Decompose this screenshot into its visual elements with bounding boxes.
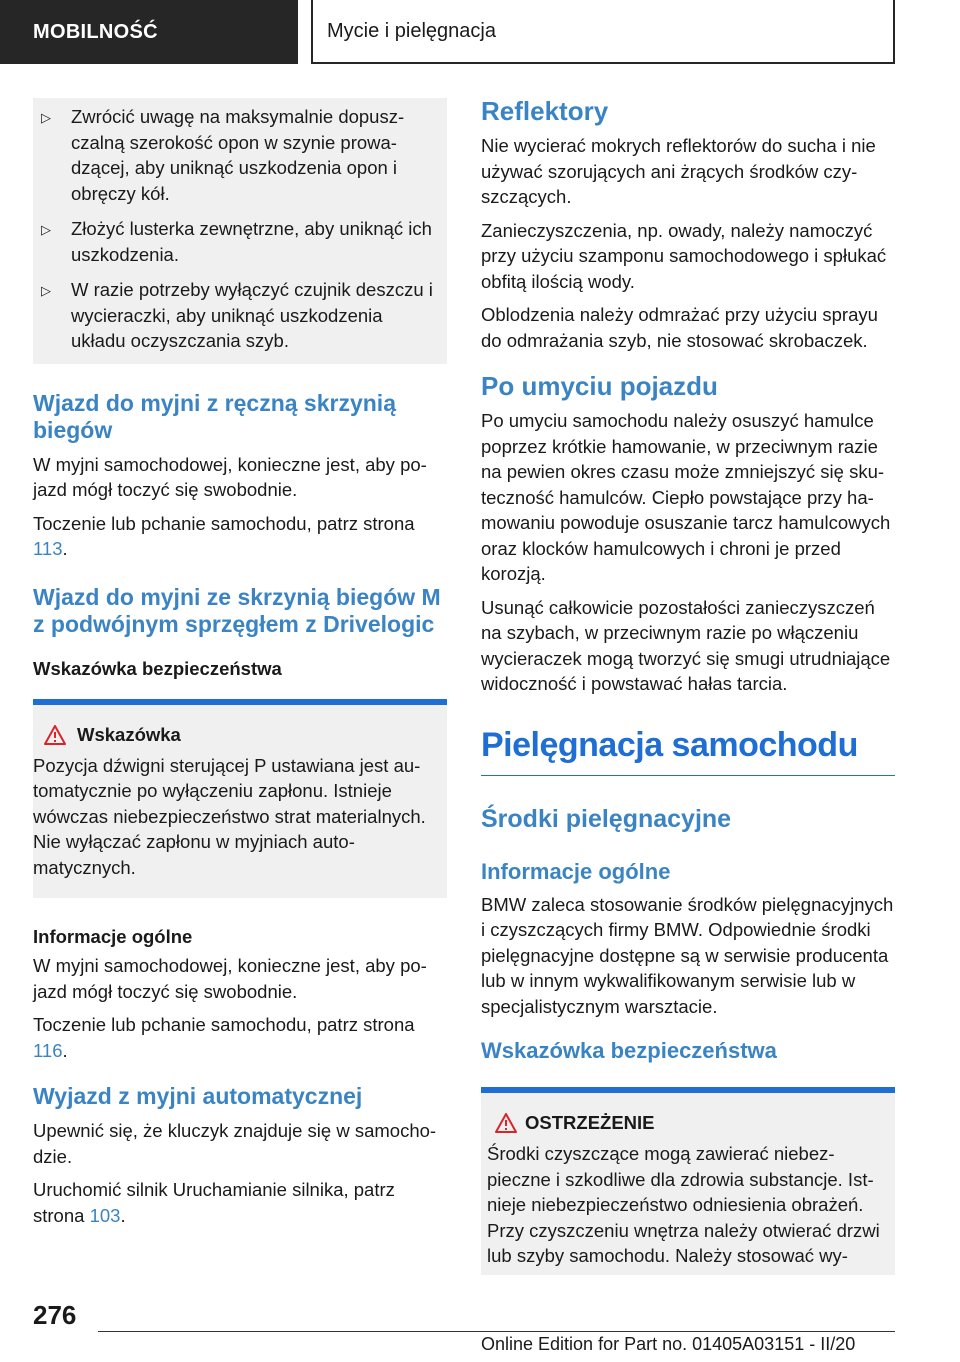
general-info-reference: Toczenie lub pchanie samochodu, patrz strona 116. bbox=[33, 1014, 415, 1061]
general-info-text: W myjni samochodowej, konieczne jest, aby pojazd mógł toczyć się swobodnie. bbox=[33, 955, 427, 1002]
notice-text: Pozycja dźwigni sterującej P ustawiana jest automatycznie po wyłączeniu zapłonu. Istnieje wówczas niebezpieczeństwo strat materialnych. Nie wyłączać zapłonu w myjniach automatycznych. bbox=[33, 754, 426, 878]
warning-triangle-icon bbox=[487, 1111, 525, 1135]
after-wash-heading: Po umyciu pojazdu bbox=[481, 371, 718, 401]
triangle-bullet-icon: ▷ bbox=[41, 283, 51, 298]
header-topic: Mycie i pielęgnacja bbox=[311, 0, 895, 64]
notice-title: Wskazówka bbox=[33, 723, 433, 747]
warning-title: OSTRZEŻENIE bbox=[487, 1111, 881, 1135]
car-care-chapter-title: Pielęgnacja samochodu bbox=[481, 723, 895, 776]
exit-wash-text: Upewnić się, że kluczyk znajduje się w samochodzie. bbox=[33, 1120, 437, 1167]
triangle-bullet-icon: ▷ bbox=[41, 110, 51, 125]
list-item: ▷ W razie potrzeby wyłączyć czujnik deszczu i wycieraczki, aby uniknąć uszkodzenia układu oczyszczania szyb. bbox=[41, 277, 435, 354]
after-wash-text-2: Usunąć całkowicie pozostałości zanieczyszczeń na szybach, w przeciwnym razie po włączeniu wycieraczek mogą tworzyć się smugi utrudniające widoczność i powstawać hałas tarcia. bbox=[481, 596, 891, 694]
edition-note: Online Edition for Part no. 01405A03151 - II/20 bbox=[481, 1334, 856, 1354]
exit-wash-heading: Wyjazd z myjni automatycznej bbox=[33, 1083, 363, 1109]
list-item: ▷ Zwrócić uwagę na maksymalnie dopuszczalną szerokość opon w szynie prowadzącej, aby uniknąć uszkodzenia opon i obręczy kół. bbox=[41, 104, 435, 206]
manual-gearbox-reference: Toczenie lub pchanie samochodu, patrz strona 113. bbox=[33, 512, 415, 559]
warning-text: Środki czyszczące mogą zawierać niebezpieczne i szkodliwe dla zdrowia substancje. Istnieje niebezpieczeństwo odniesienia obrażeń. Przy czyszczeniu wnętrza należy otwierać drzwi lub szyby samochodu. Należy stosować wy- bbox=[487, 1143, 880, 1266]
safety-note-heading: Wskazówka bezpieczeństwa bbox=[33, 657, 282, 679]
headlights-text-3: Oblodzenia należy odmrażać przy użyciu sprayu do odmrażania szyb, nie stosować skrobaczek. bbox=[481, 304, 878, 351]
triangle-bullet-icon: ▷ bbox=[41, 222, 51, 237]
headlights-heading: Reflektory bbox=[481, 96, 609, 126]
exit-wash-reference: Uruchomić silnik Uruchamianie silnika, patrz strona 103. bbox=[33, 1179, 395, 1226]
page-link-113[interactable]: 113 bbox=[33, 538, 63, 559]
headlights-text-1: Nie wycierać mokrych reflektorów do sucha i nie używać szorujących ani żrących środków czyszczących. bbox=[481, 135, 876, 207]
dual-clutch-heading: Wjazd do myjni ze skrzynią biegów M z podwójnym sprzęgłem z Drivelogic bbox=[33, 583, 441, 637]
manual-gearbox-text: W myjni samochodowej, konieczne jest, aby pojazd mógł toczyć się swobodnie. bbox=[33, 453, 427, 500]
right-column bbox=[481, 98, 895, 1275]
page-link-116[interactable]: 116 bbox=[33, 1039, 63, 1061]
care-general-info-heading: Informacje ogólne bbox=[481, 858, 671, 884]
page-number: 276 bbox=[33, 1300, 77, 1330]
warning-box bbox=[481, 1087, 895, 1275]
general-info-heading: Informacje ogólne bbox=[33, 926, 193, 947]
headlights-text-2: Zanieczyszczenia, np. owady, należy namoczyć przy użyciu szamponu samochodowego i spłukać obfitą ilością wody. bbox=[481, 219, 887, 292]
page-link-103[interactable]: 103 bbox=[89, 1204, 121, 1226]
care-products-heading: Środki pielęgnacyjne bbox=[481, 804, 732, 833]
after-wash-text-1: Po umyciu samochodu należy osuszyć hamulce poprzez krótkie hamowanie, w przeciwnym razie na pewien okres czasu może zmniejszyć się skuteczność hamulców. Ciepło powstające przy hamowaniu powoduje osuszanie tarcz hamulcowych oraz klocków hamulcowych i chroni je przed korozją. bbox=[481, 410, 891, 584]
manual-gearbox-heading: Wjazd do myjni z ręczną skrzynią biegów bbox=[33, 389, 396, 443]
header-section: MOBILNOŚĆ bbox=[0, 0, 298, 64]
care-safety-heading: Wskazówka bezpieczeństwa bbox=[481, 1038, 777, 1063]
left-column bbox=[33, 98, 447, 1236]
preparation-checklist bbox=[33, 98, 447, 364]
warning-triangle-icon bbox=[33, 723, 77, 747]
notice-box bbox=[33, 699, 447, 899]
list-item: ▷ Złożyć lusterka zewnętrzne, aby uniknąć ich uszkodzenia. bbox=[41, 216, 435, 267]
care-general-info-text: BMW zaleca stosowanie środków pielęgnacyjnych i czyszczących firmy BMW. Odpowiednie środki pielęgnacyjne dostępne są w serwisie producenta lub w innym wykwalifikowanym serwisie lub w specjalistycznym warsztacie. bbox=[481, 893, 894, 1017]
